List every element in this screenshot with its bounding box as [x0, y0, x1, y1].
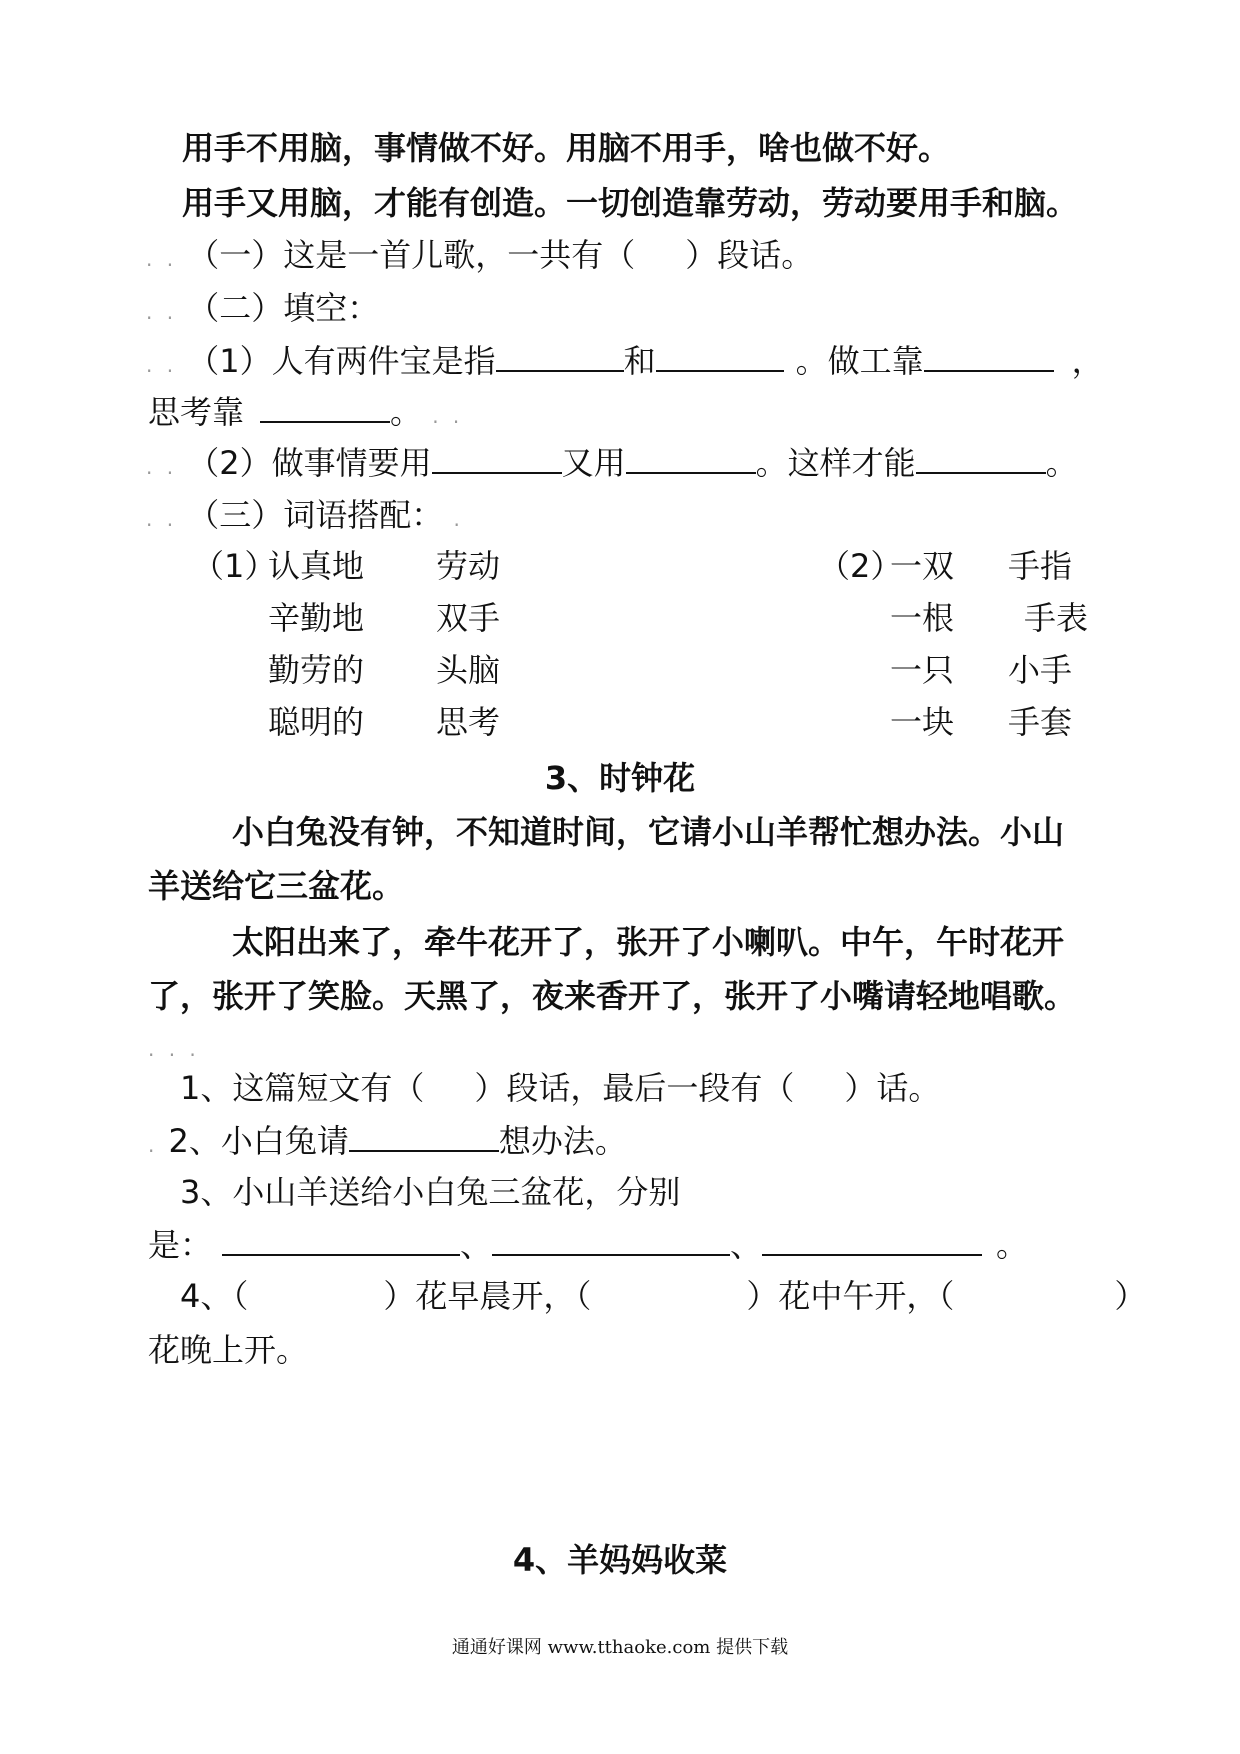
- q2-s2-text-a: （2）做事情要用: [187, 444, 432, 482]
- dot-leader: . .: [146, 353, 178, 377]
- match-left-word[interactable]: 一双: [890, 547, 955, 585]
- question-3-heading: [146, 495, 464, 539]
- question-2-sub-1: [146, 340, 1104, 385]
- lesson-3-question-2: [148, 1120, 627, 1165]
- l3-q3-end: 。: [996, 1226, 1029, 1264]
- match-right-word[interactable]: 劳动: [436, 547, 501, 585]
- match-left-word[interactable]: 认真地: [268, 547, 365, 585]
- page-footer: 通通好课网 www.tthaoke.com 提供下载: [451, 1637, 789, 1658]
- dot-leader: . .: [432, 404, 464, 428]
- blank-line[interactable]: [916, 442, 1046, 474]
- l3-q1-text-b: ）段话，最后一段有（: [474, 1069, 795, 1107]
- match-left-word[interactable]: 辛勤地: [268, 599, 365, 637]
- l3-q1-text-a: 1、这篇短文有（: [180, 1069, 425, 1107]
- l3-q4-text-b: ）花早晨开，（: [383, 1277, 592, 1315]
- l3-q2-text-a: 2、小白兔请: [168, 1122, 349, 1160]
- question-1: [146, 235, 813, 279]
- match-right-word[interactable]: 手表: [1024, 599, 1089, 637]
- lesson-3-question-3-cont: [148, 1224, 1028, 1265]
- q2-s1-text-b: 和: [623, 342, 656, 380]
- dot-leader: . .: [146, 247, 178, 271]
- dot-leader: .: [148, 1133, 159, 1157]
- q2-s2-text-d: 。: [1045, 444, 1078, 482]
- lesson-3-paragraph-2-line-1: 太阳出来了，牵牛花开了，张开了小喇叭。中午，午时花开: [232, 923, 1065, 961]
- q2-s1-text-c: 。做工靠: [795, 342, 924, 380]
- lesson-3-paragraph-1-line-1: 小白兔没有钟，不知道时间，它请小山羊帮忙想办法。小山: [232, 813, 1065, 851]
- q2-s1-text-d: ，: [1071, 342, 1104, 380]
- lesson-3-paragraph-1-line-2: 羊送给它三盆花。: [148, 867, 405, 905]
- blank-line[interactable]: [432, 442, 562, 474]
- q2-s2-text-c: 。这样才能: [755, 444, 916, 482]
- match-right-word[interactable]: 头脑: [436, 651, 501, 689]
- dot-leader: . .: [146, 455, 178, 479]
- lesson-3-question-3: 3、小山羊送给小白兔三盆花，分别: [180, 1173, 681, 1211]
- question-2-heading-text: （二）填空：: [187, 289, 380, 327]
- lesson-3-question-1: [180, 1068, 940, 1108]
- dot-leader: . .: [146, 507, 178, 531]
- l3-q2-text-b: 想办法。: [498, 1122, 627, 1160]
- l3-q4-text-d: ）: [1114, 1277, 1147, 1315]
- dot-spacer: . . .: [148, 1037, 200, 1061]
- blank-line[interactable]: [496, 340, 624, 372]
- matching-number-2: （2）: [818, 547, 903, 585]
- dot-leader: .: [453, 507, 464, 531]
- question-2-sub-2: [146, 442, 1078, 487]
- l3-q3-text-b: 是：: [148, 1226, 213, 1264]
- blank-line[interactable]: [222, 1224, 460, 1256]
- l3-q4-text-a: 4、（: [180, 1277, 249, 1315]
- match-right-word[interactable]: 手套: [1008, 703, 1073, 741]
- q2-s1-text-f: 。: [390, 393, 423, 431]
- blank-line[interactable]: [349, 1120, 499, 1152]
- blank-line[interactable]: [762, 1224, 982, 1256]
- match-left-word[interactable]: 一根: [890, 599, 955, 637]
- blank-line[interactable]: [656, 340, 784, 372]
- separator: 、: [730, 1226, 763, 1264]
- question-2-heading: [146, 288, 379, 332]
- l3-q4-text-c: ）花中午开，（: [746, 1277, 955, 1315]
- blank-line[interactable]: [492, 1224, 730, 1256]
- dot-leader: . .: [146, 300, 178, 324]
- q2-s2-text-b: 又用: [561, 444, 626, 482]
- match-right-word[interactable]: 小手: [1008, 651, 1073, 689]
- question-1-prefix: （一）这是一首儿歌，一共有（: [187, 236, 636, 274]
- blank-line[interactable]: [260, 391, 390, 423]
- blank-line[interactable]: [924, 340, 1054, 372]
- separator: 、: [460, 1226, 493, 1264]
- lesson-3-title: 3、时钟花: [544, 759, 696, 797]
- question-1-suffix: ）段话。: [685, 236, 814, 274]
- match-left-word[interactable]: 聪明的: [268, 703, 365, 741]
- question-3-heading-text: （三）词语搭配：: [187, 496, 444, 534]
- question-2-sub-1-cont: [148, 391, 463, 436]
- q2-s1-text-e: 思考靠: [148, 393, 245, 431]
- lesson-3-question-4-cont: 花晚上开。: [148, 1331, 309, 1369]
- poem-line-1: 用手不用脑，事情做不好。用脑不用手，啥也做不好。: [182, 129, 951, 167]
- q2-s1-text-a: （1）人有两件宝是指: [187, 342, 496, 380]
- poem-line-2: 用手又用脑，才能有创造。一切创造靠劳动，劳动要用手和脑。: [182, 184, 1079, 222]
- match-right-word[interactable]: 思考: [436, 703, 501, 741]
- matching-number-1: （1）: [192, 547, 277, 585]
- l3-q1-text-c: ）话。: [844, 1069, 941, 1107]
- match-right-word[interactable]: 手指: [1008, 547, 1073, 585]
- blank-line[interactable]: [626, 442, 756, 474]
- match-right-word[interactable]: 双手: [436, 599, 501, 637]
- match-left-word[interactable]: 勤劳的: [268, 651, 365, 689]
- match-left-word[interactable]: 一块: [890, 703, 955, 741]
- lesson-3-paragraph-2-line-2: 了，张开了笑脸。天黑了，夜来香开了，张开了小嘴请轻地唱歌。: [148, 977, 1077, 1015]
- match-left-word[interactable]: 一只: [890, 651, 955, 689]
- lesson-3-question-4: [180, 1276, 1146, 1316]
- lesson-4-title: 4、羊妈妈收菜: [512, 1541, 728, 1579]
